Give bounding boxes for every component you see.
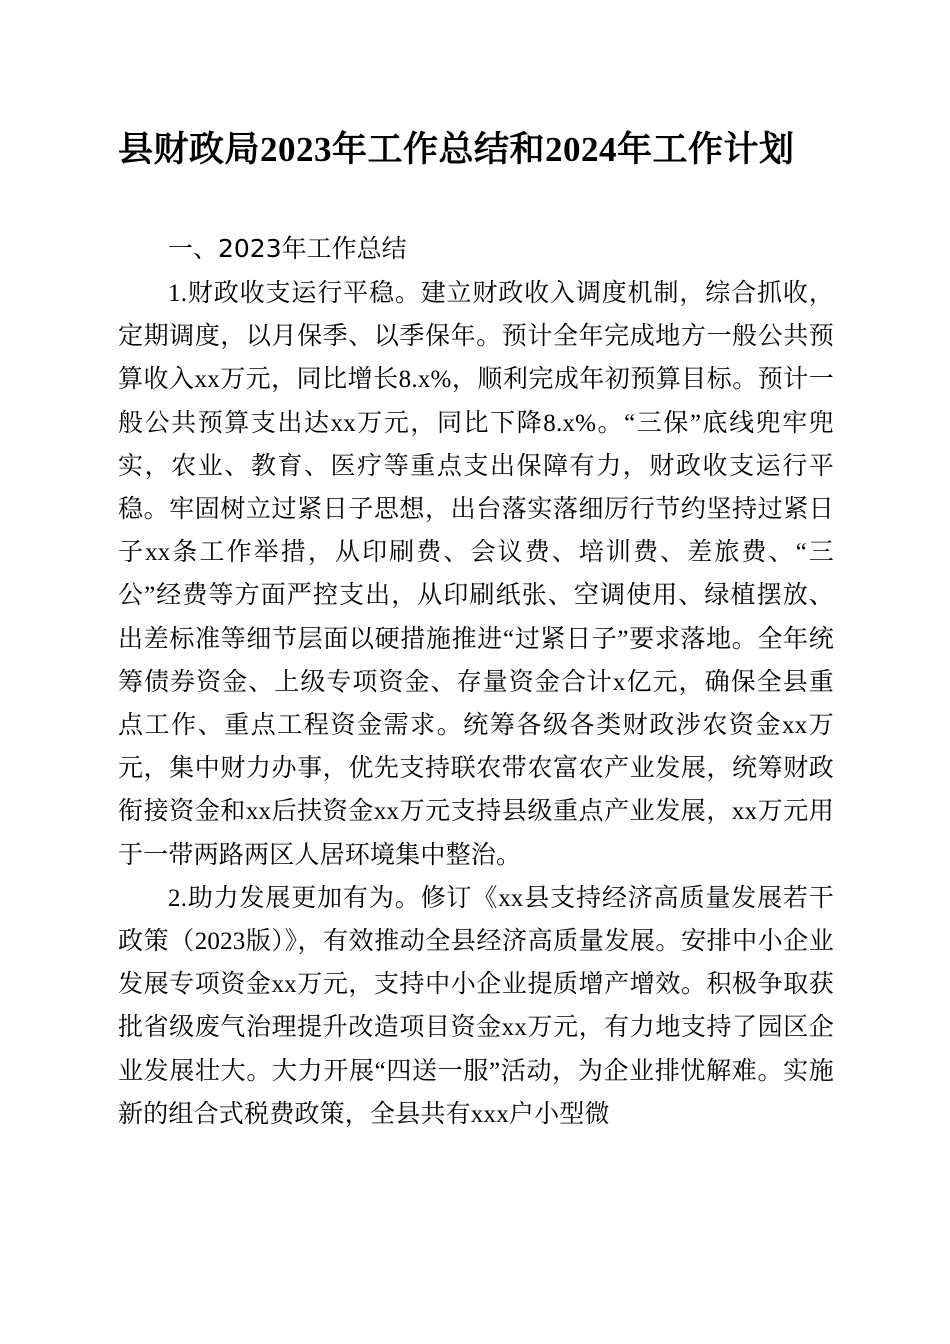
document-title: 县财政局2023年工作总结和2024年工作计划 xyxy=(118,130,795,169)
document-content xyxy=(118,0,834,1136)
body-paragraph-2: 2.助力发展更加有为。修订《xx县支持经济高质量发展若干政策（2023版）》，有效推动全县经济高质量发展。安排中小企业发展专项资金xx万元，支持中小企业提质增产增效。积极争取获批省级废气治理提升改造项目资金xx万元，有力地支持了园区企业发展壮大。大力开展“四送一服”活动，为企业排忧解难。实施新的组合式税费政策，全县共有xxx户小型微 xyxy=(118,884,834,1128)
section-heading-1: 一、2023年工作总结 xyxy=(168,234,407,263)
body-paragraph-1: 1.财政收支运行平稳。建立财政收入调度机制，综合抓收，定期调度，以月保季、以季保年。预计全年完成地方一般公共预算收入xx万元，同比增长8.x%，顺利完成年初预算目标。预计一般公共预算支出达xx万元，同比下降8.x%。“三保”底线兜牢兜实，农业、教育、医疗等重点支出保障有力，财政收支运行平稳。牢固树立过紧日子思想，出台落实落细厉行节约坚持过紧日子xx条工作举措，从印刷费、会议费、培训费、差旅费、“三公”经费等方面严控支出，从印刷纸张、空调使用、绿植摆放、出差标准等细节层面以硬措施推进“过紧日子”要求落地。全年统筹债券资金、上级专项资金、存量资金合计x亿元，确保全县重点工作、重点工程资金需求。统筹各级各类财政涉农资金xx万元，集中财力办事，优先支持联农带农富农产业发展，统筹财政衔接资金和xx后扶资金xx万元支持县级重点产业发展，xx万元用于一带两路两区人居环境集中整治。 xyxy=(118,280,834,869)
